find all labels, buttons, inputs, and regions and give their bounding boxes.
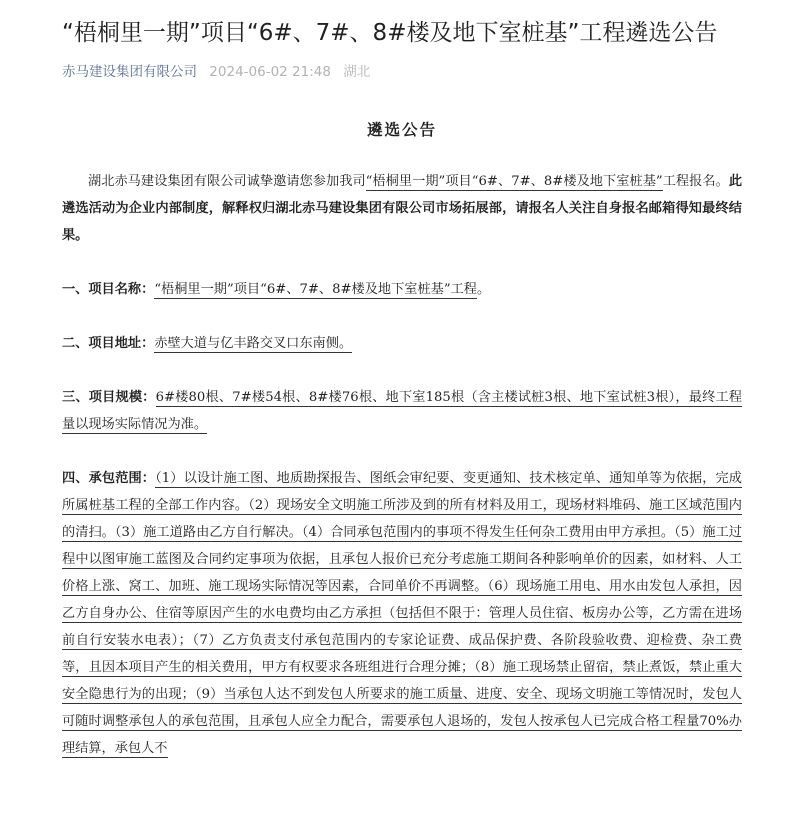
- intro-text: 湖北赤马建设集团有限公司诚挚邀请您参加我司: [88, 174, 366, 189]
- author-link[interactable]: 赤马建设集团有限公司: [62, 64, 197, 80]
- section-label: 一、项目名称：: [62, 282, 155, 297]
- publish-date: 2024-06-02 21:48: [209, 64, 331, 80]
- section-value: “梧桐里一期”项目“6#、7#、8#楼及地下室桩基”工程: [154, 282, 477, 297]
- section-label: 二、项目地址：: [62, 336, 155, 351]
- intro-paragraph: [62, 168, 742, 249]
- section-suffix: 。: [476, 282, 491, 297]
- section-value: （1）以设计施工图、地质勘探报告、图纸会审纪要、变更通知、技术核定单、通知单等为依据，完成所属桩基工程的全部工作内容。（2）现场安全文明施工所涉及到的所有材料及用工，现场材料堆码、施工区域范围内的清扫。（3）施工道路由乙方自行解决。（4）合同承包范围内的事项不得发生任何杂工费用由甲方承担。（5）施工过程中以图审施工蓝图及合同约定事项为依据，且承包人报价已充分考虑施工期间各种影响单价的因素，如材料、人工价格上涨、窝工、加班、施工现场实际情况等因素，合同单价不再调整。（6）现场施工用电、用水由发包人承担，因乙方自身办公、住宿等原因产生的水电费均由乙方承担（包括但不限于：管理人员住宿、板房办公等，乙方需在进场前自行安装水电表）；（7）乙方负责支付承包范围内的专家论证费、成品保护费、各阶段验收费、迎检费、杂工费等，且因本项目产生的相关费用，甲方有权要求各班组进行合理分摊；（8）施工现场禁止留宿，禁止煮饭，禁止重大安全隐患行为的出现；（9）当承包人达不到发包人所要求的施工质量、进度、安全、现场文明施工等情况时，发包人可随时调整承包人的承包范围，且承包人应全力配合，需要承包人退场的，发包人按承包人已完成合格工程量70%办理结算，承包人不: [62, 471, 742, 756]
- section-value: 6#楼80根、7#楼54根、8#楼76根、地下室185根（含主楼试桩3根、地下室试桩3根），最终工程量以现场实际情况为准。: [62, 390, 743, 432]
- section-project-scale: [62, 384, 742, 438]
- section-project-address: [62, 330, 742, 357]
- section-contract-scope: [62, 465, 742, 762]
- notice-heading: 遴选公告: [366, 120, 437, 139]
- section-label: 三、项目规模：: [62, 390, 156, 405]
- article-meta: [62, 62, 370, 82]
- section-value: 赤壁大道与亿丰路交叉口东南侧。: [154, 336, 353, 351]
- publish-region: 湖北: [343, 64, 371, 80]
- section-label: 四、承包范围：: [62, 471, 156, 486]
- article-body: [62, 100, 742, 762]
- intro-disclaimer: 此遴选活动为企业内部制度，解释权归湖北赤马建设集团有限公司市场拓展部，请报名人关注自身报名邮箱得知最终结果。: [62, 174, 743, 243]
- section-project-name: [62, 276, 742, 303]
- intro-text-2: 工程报名。: [662, 174, 729, 189]
- intro-project-name: “梧桐里一期”项目“6#、7#、8#楼及地下室桩基”: [365, 174, 663, 189]
- article-title: “梧桐里一期”项目“6#、7#、8#楼及地下室桩基”工程遴选公告: [62, 20, 718, 46]
